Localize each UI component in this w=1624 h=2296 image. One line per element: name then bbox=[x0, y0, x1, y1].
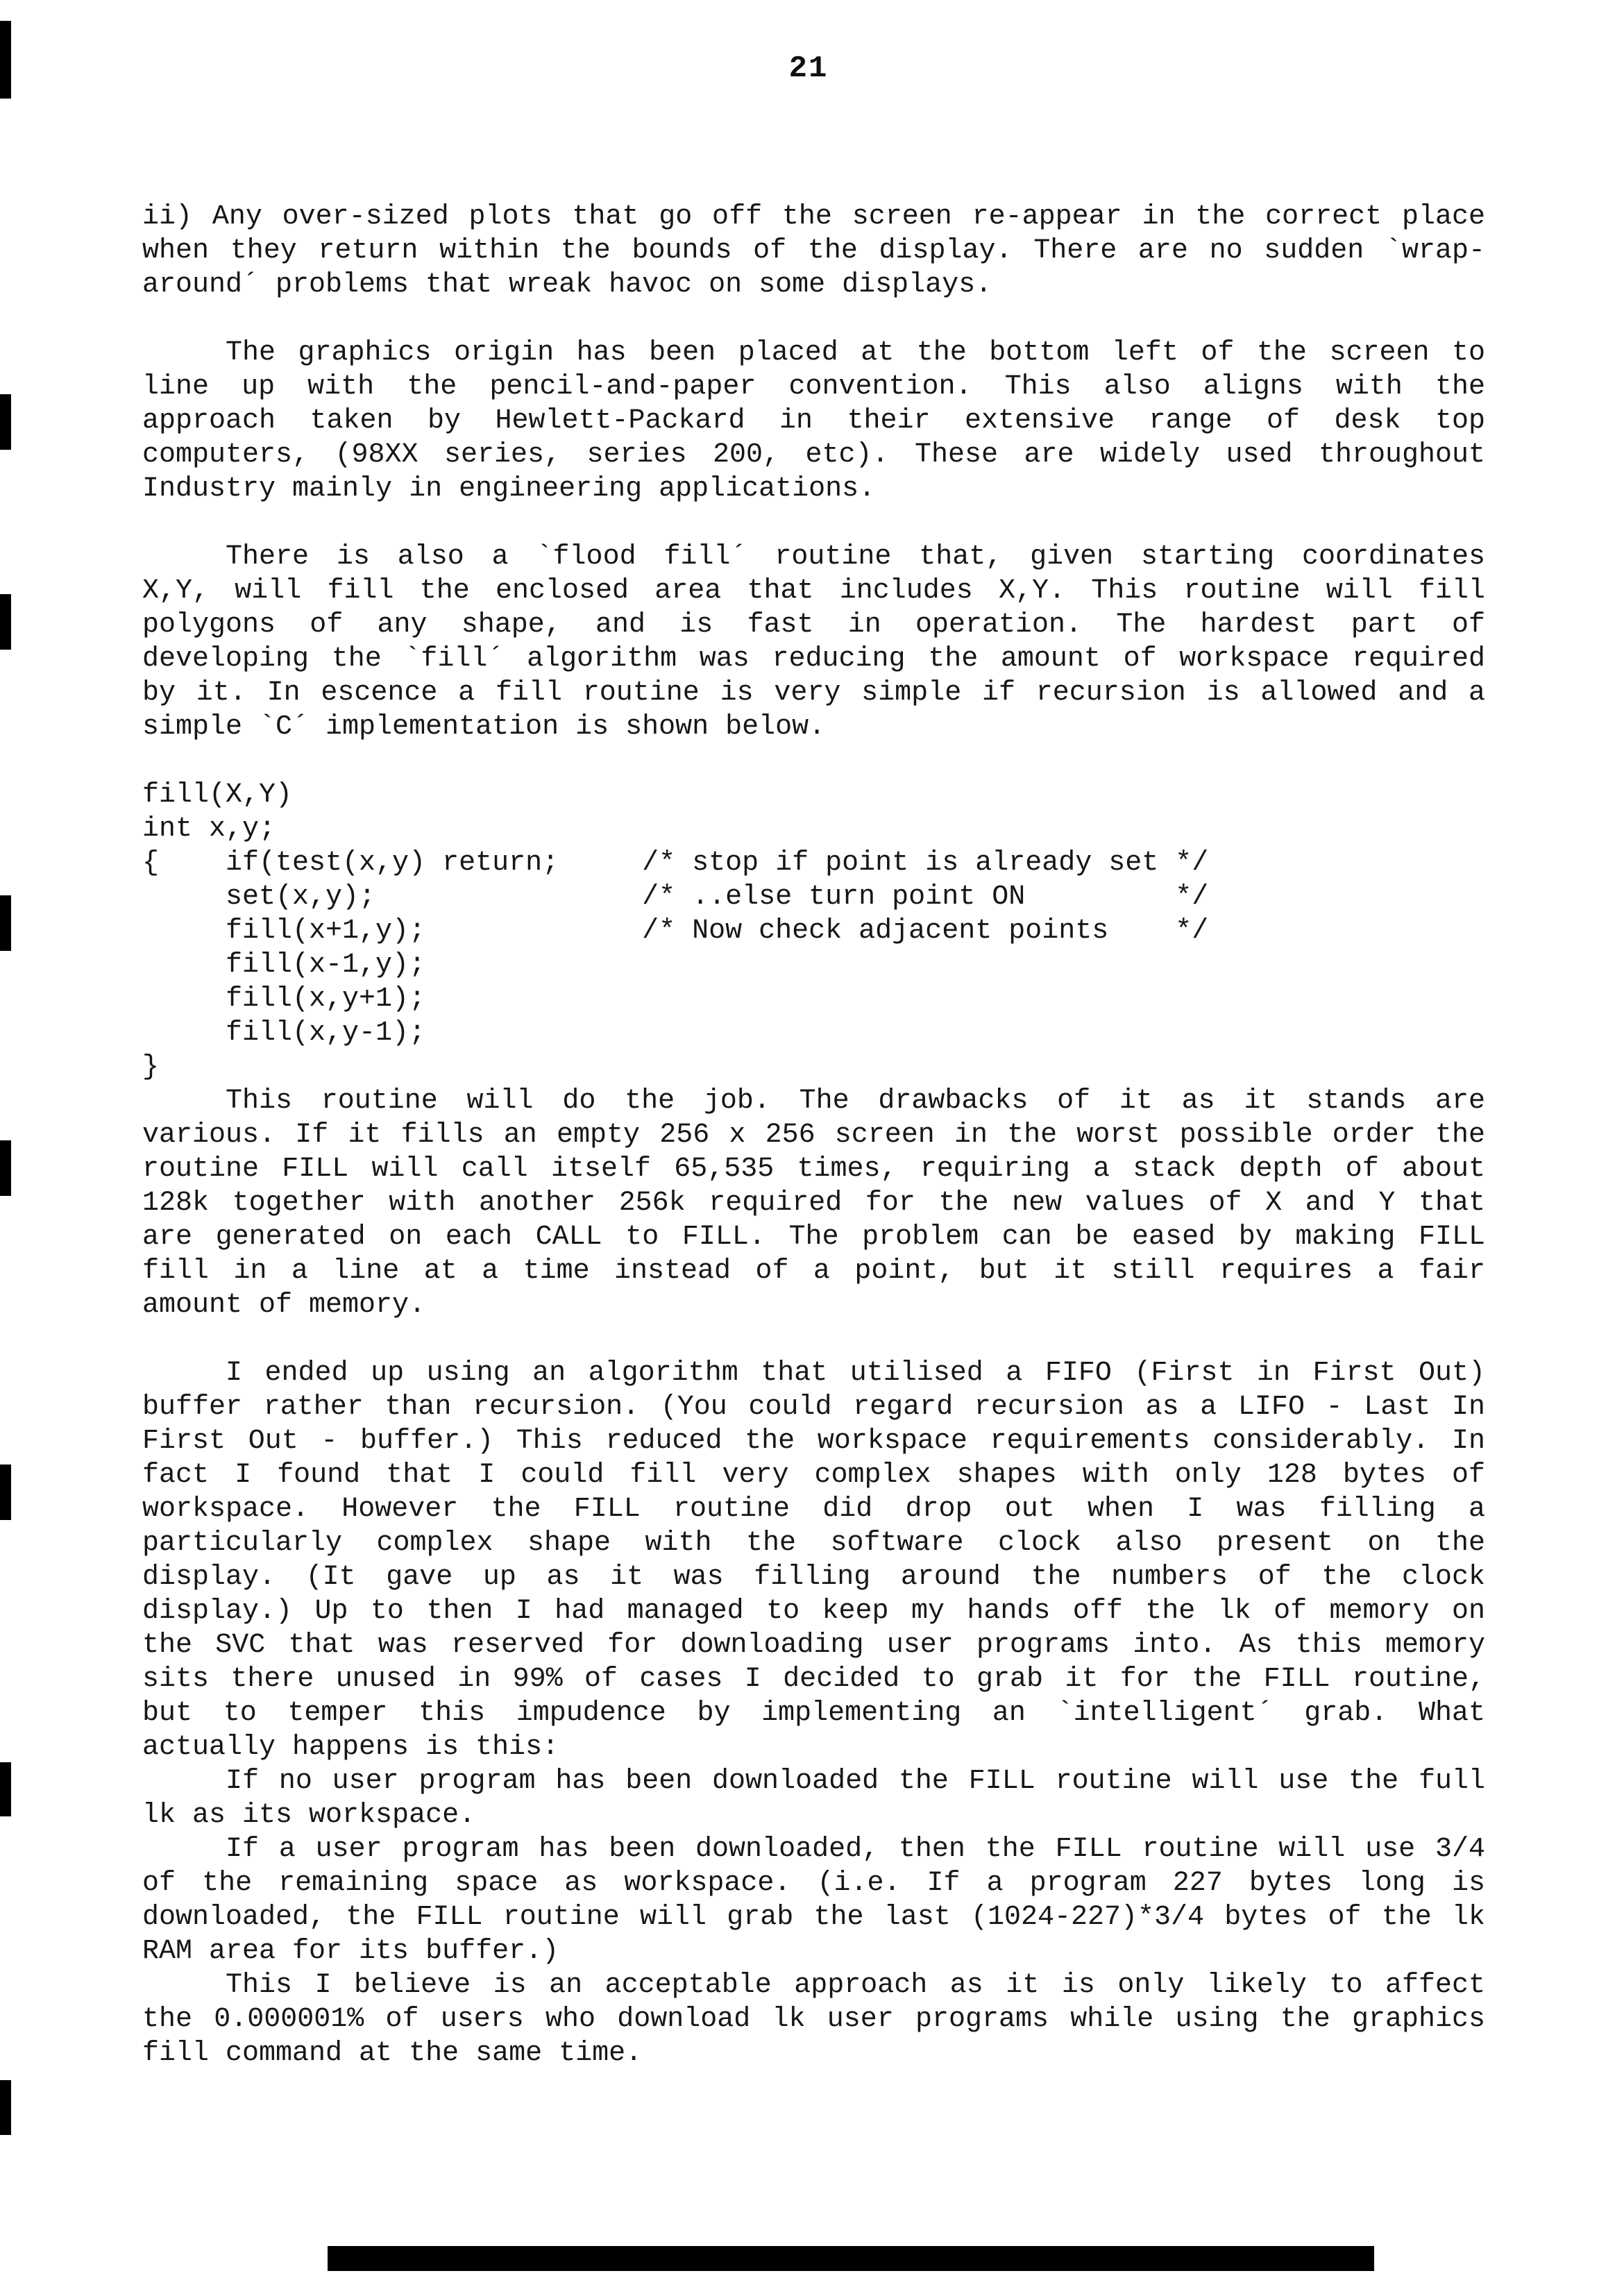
paragraph bbox=[142, 1832, 1485, 1968]
scan-artifact-mark bbox=[0, 594, 11, 650]
code-line: int x,y; bbox=[142, 813, 276, 845]
text-line: are generated on each CALL to FILL. The problem can be eased by making FILL bbox=[142, 1222, 1485, 1253]
text-line: particularly complex shape with the software clock also present on the bbox=[142, 1528, 1485, 1559]
text-line: fact I found that I could fill very complex shapes with only 128 bytes of bbox=[142, 1460, 1485, 1491]
text-line: ii) Any over-sized plots that go off the screen re-appear in the correct place bbox=[142, 201, 1485, 233]
text-line: by it. In escence a fill routine is very simple if recursion is allowed and a bbox=[142, 677, 1485, 709]
text-line: fill command at the same time. bbox=[142, 2038, 643, 2069]
text-line: computers, (98XX series, series 200, etc). These are widely used throughout bbox=[142, 439, 1485, 471]
text-line: Industry mainly in engineering applications. bbox=[142, 473, 876, 505]
code-line: fill(x,y-1); bbox=[142, 1018, 426, 1049]
paragraph bbox=[142, 540, 1485, 744]
paragraph bbox=[142, 200, 1485, 302]
paragraph bbox=[142, 1084, 1485, 1322]
text-line: There is also a `flood fill´ routine that, given starting coordinates bbox=[226, 541, 1485, 573]
text-line: If a user program has been downloaded, then the FILL routine will use 3/4 bbox=[226, 1834, 1485, 1865]
text-line: downloaded, the FILL routine will grab the last (1024-227)*3/4 bytes of the lk bbox=[142, 1902, 1485, 1933]
text-line: line up with the pencil-and-paper convention. This also aligns with the bbox=[142, 371, 1485, 403]
text-line: but to temper this impudence by implementing an `intelligent´ grab. What bbox=[142, 1698, 1485, 1729]
text-line: amount of memory. bbox=[142, 1290, 426, 1321]
scan-artifact-mark bbox=[0, 2080, 11, 2135]
text-line: This I believe is an acceptable approach as it is only likely to affect bbox=[226, 1970, 1485, 2001]
scan-artifact-mark bbox=[0, 1464, 11, 1520]
text-line: routine FILL will call itself 65,535 times, requiring a stack depth of about bbox=[142, 1154, 1485, 1185]
code-line: fill(x-1,y); bbox=[142, 949, 426, 981]
code-block bbox=[142, 778, 1485, 1084]
text-line: sits there unused in 99% of cases I decided to grab it for the FILL routine, bbox=[142, 1664, 1485, 1695]
text-line: approach taken by Hewlett-Packard in their extensive range of desk top bbox=[142, 405, 1485, 437]
paragraph bbox=[142, 1764, 1485, 1832]
paragraph bbox=[142, 336, 1485, 506]
text-line: I ended up using an algorithm that utilised a FIFO (First in First Out) bbox=[226, 1358, 1485, 1389]
scan-artifact-mark bbox=[0, 21, 11, 99]
text-line: when they return within the bounds of the display. There are no sudden `wrap- bbox=[142, 235, 1485, 267]
text-line: polygons of any shape, and is fast in operation. The hardest part of bbox=[142, 609, 1485, 641]
text-line: developing the `fill´ algorithm was reducing the amount of workspace required bbox=[142, 643, 1485, 675]
code-line: { if(test(x,y) return; /* stop if point is already set */ bbox=[142, 847, 1209, 879]
text-line: display.) Up to then I had managed to keep my hands off the lk of memory on bbox=[142, 1596, 1485, 1627]
text-line: RAM area for its buffer.) bbox=[142, 1936, 559, 1967]
code-line: } bbox=[142, 1052, 160, 1083]
text-line: workspace. However the FILL routine did drop out when I was filling a bbox=[142, 1494, 1485, 1525]
text-line: This routine will do the job. The drawbacks of it as it stands are bbox=[226, 1086, 1485, 1117]
paragraph bbox=[142, 1356, 1485, 1764]
scan-artifact-bar bbox=[328, 2246, 1374, 2271]
scan-artifact-mark bbox=[0, 394, 11, 450]
text-line: simple `C´ implementation is shown below. bbox=[142, 711, 826, 743]
page-number: 21 bbox=[788, 51, 829, 86]
text-line: 128k together with another 256k required for the new values of X and Y that bbox=[142, 1188, 1485, 1219]
text-line: of the remaining space as workspace. (i.e. If a program 227 bytes long is bbox=[142, 1868, 1485, 1899]
text-line: fill in a line at a time instead of a point, but it still requires a fair bbox=[142, 1256, 1485, 1287]
text-line: The graphics origin has been placed at the bottom left of the screen to bbox=[226, 337, 1485, 369]
code-line: fill(X,Y) bbox=[142, 779, 293, 811]
text-line: around´ problems that wreak havoc on some displays. bbox=[142, 269, 992, 301]
code-line: fill(x,y+1); bbox=[142, 984, 426, 1015]
paragraph bbox=[142, 1968, 1485, 2070]
text-line: display. (It gave up as it was filling around the numbers of the clock bbox=[142, 1562, 1485, 1593]
text-line: First Out - buffer.) This reduced the workspace requirements considerably. In bbox=[142, 1426, 1485, 1457]
text-line: lk as its workspace. bbox=[142, 1800, 476, 1831]
scan-artifact-mark bbox=[0, 895, 11, 951]
text-line: the 0.000001% of users who download lk user programs while using the graphics bbox=[142, 2004, 1485, 2035]
text-line: X,Y, will fill the enclosed area that includes X,Y. This routine will fill bbox=[142, 575, 1485, 607]
text-line: the SVC that was reserved for downloading user programs into. As this memory bbox=[142, 1630, 1485, 1661]
code-line: set(x,y); /* ..else turn point ON */ bbox=[142, 881, 1209, 913]
document-body bbox=[142, 200, 1485, 2070]
text-line: buffer rather than recursion. (You could regard recursion as a LIFO - Last In bbox=[142, 1392, 1485, 1423]
scan-artifact-mark bbox=[0, 1140, 11, 1196]
code-line: fill(x+1,y); /* Now check adjacent points */ bbox=[142, 915, 1209, 947]
text-line: various. If it fills an empty 256 x 256 screen in the worst possible order the bbox=[142, 1120, 1485, 1151]
text-line: If no user program has been downloaded the FILL routine will use the full bbox=[226, 1766, 1485, 1797]
scan-artifact-mark bbox=[0, 1762, 11, 1816]
text-line: actually happens is this: bbox=[142, 1732, 559, 1763]
